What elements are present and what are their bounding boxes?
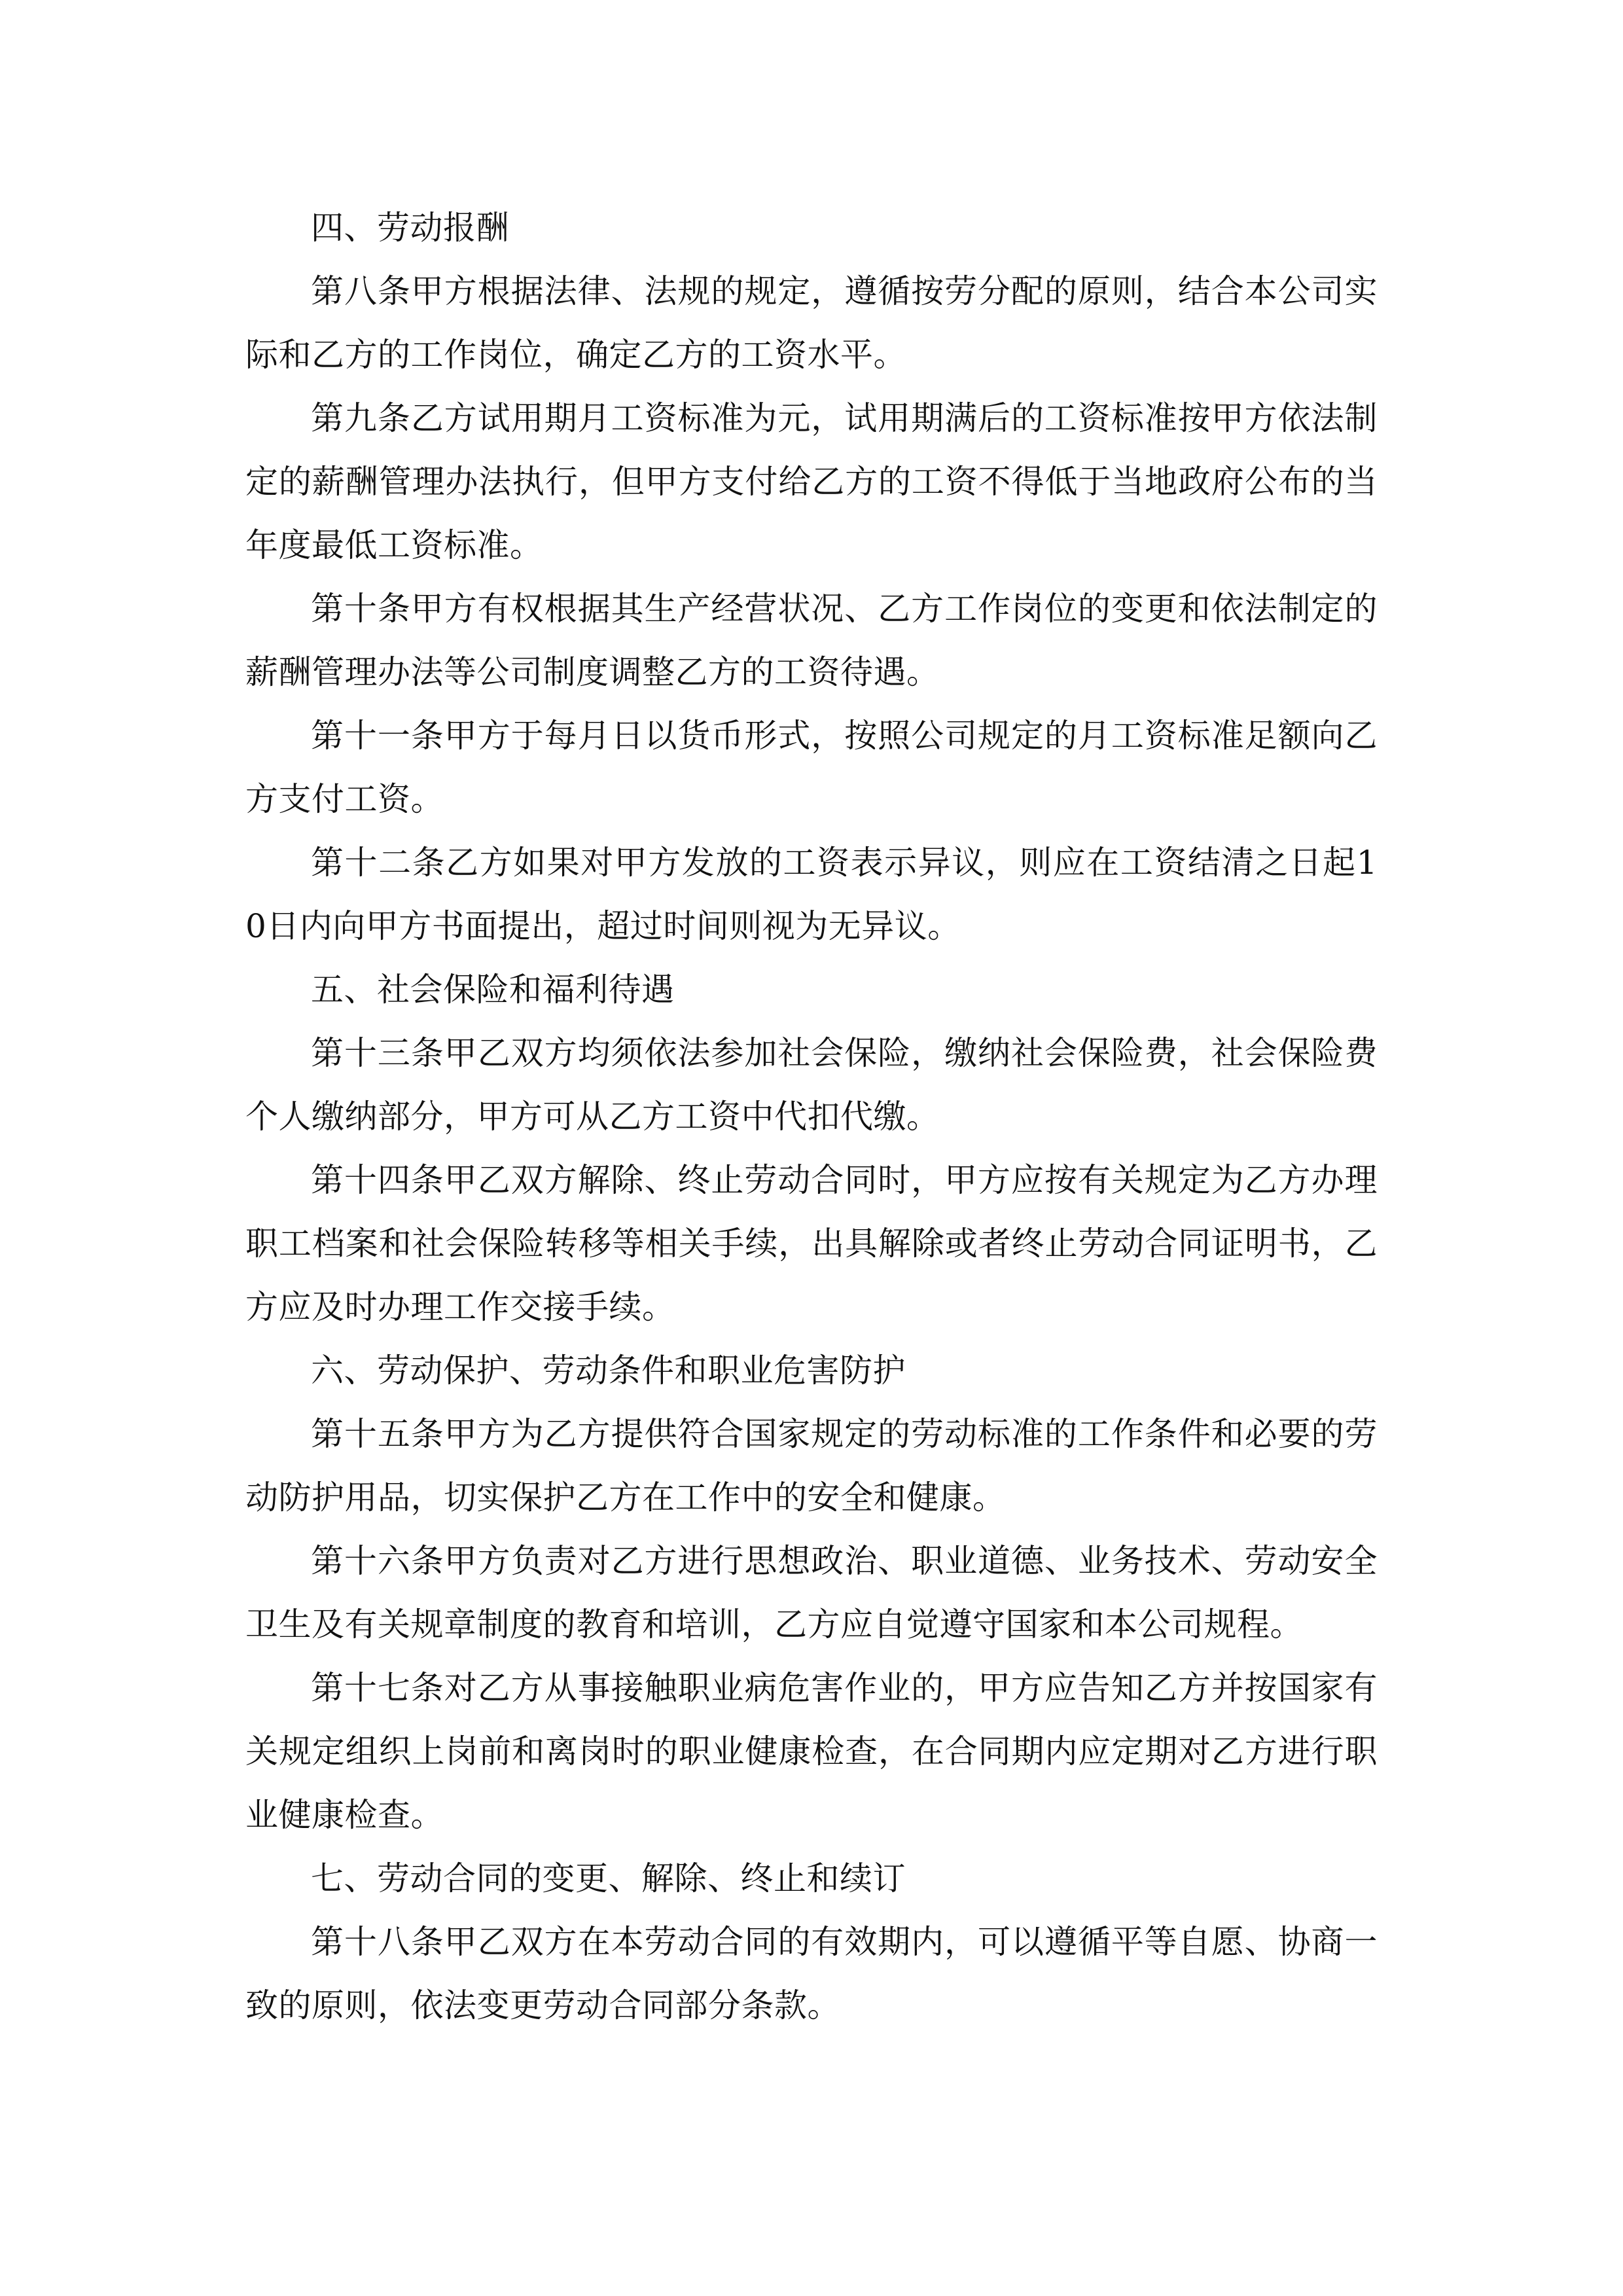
article-8: 第八条甲方根据法律、法规的规定，遵循按劳分配的原则，结合本公司实际和乙方的工作岗位，确定乙方的工资水平。 (245, 272, 1378, 374)
article-17: 第十七条对乙方从事接触职业病危害作业的，甲方应告知乙方并按国家有关规定组织上岗前和离岗时的职业健康检查，在合同期内应定期对乙方进行职业健康检查。 (245, 1669, 1378, 1834)
article-11: 第十一条甲方于每月日以货币形式，按照公司规定的月工资标准足额向乙方支付工资。 (245, 717, 1378, 818)
article-13: 第十三条甲乙双方均须依法参加社会保险，缴纳社会保险费，社会保险费个人缴纳部分，甲方可从乙方工资中代扣代缴。 (245, 1034, 1378, 1136)
section-heading-contract-changes: 七、劳动合同的变更、解除、终止和续订 (311, 1859, 906, 1897)
article-16: 第十六条甲方负责对乙方进行思想政治、职业道德、业务技术、劳动安全卫生及有关规章制度的教育和培训，乙方应自觉遵守国家和本公司规程。 (245, 1542, 1378, 1643)
section-heading-labor-remuneration: 四、劳动报酬 (311, 209, 509, 247)
article-15: 第十五条甲方为乙方提供符合国家规定的劳动标准的工作条件和必要的劳动防护用品，切实保护乙方在工作中的安全和健康。 (245, 1415, 1378, 1516)
article-14: 第十四条甲乙双方解除、终止劳动合同时，甲方应按有关规定为乙方办理职工档案和社会保险转移等相关手续，出具解除或者终止劳动合同证明书，乙方应及时办理工作交接手续。 (245, 1161, 1378, 1326)
section-heading-social-insurance: 五、社会保险和福利待遇 (311, 971, 675, 1009)
article-10: 第十条甲方有权根据其生产经营状况、乙方工作岗位的变更和依法制定的薪酬管理办法等公司制度调整乙方的工资待遇。 (245, 590, 1378, 691)
article-18: 第十八条甲乙双方在本劳动合同的有效期内，可以遵循平等自愿、协商一致的原则，依法变更劳动合同部分条款。 (245, 1923, 1378, 2024)
document-body (245, 196, 1378, 2037)
article-9: 第九条乙方试用期月工资标准为元，试用期满后的工资标准按甲方依法制定的薪酬管理办法执行，但甲方支付给乙方的工资不得低于当地政府公布的当年度最低工资标准。 (245, 399, 1378, 564)
section-heading-labor-protection: 六、劳动保护、劳动条件和职业危害防护 (311, 1352, 906, 1390)
article-12: 第十二条乙方如果对甲方发放的工资表示异议，则应在工资结清之日起10日内向甲方书面提出，超过时间则视为无异议。 (245, 844, 1378, 945)
